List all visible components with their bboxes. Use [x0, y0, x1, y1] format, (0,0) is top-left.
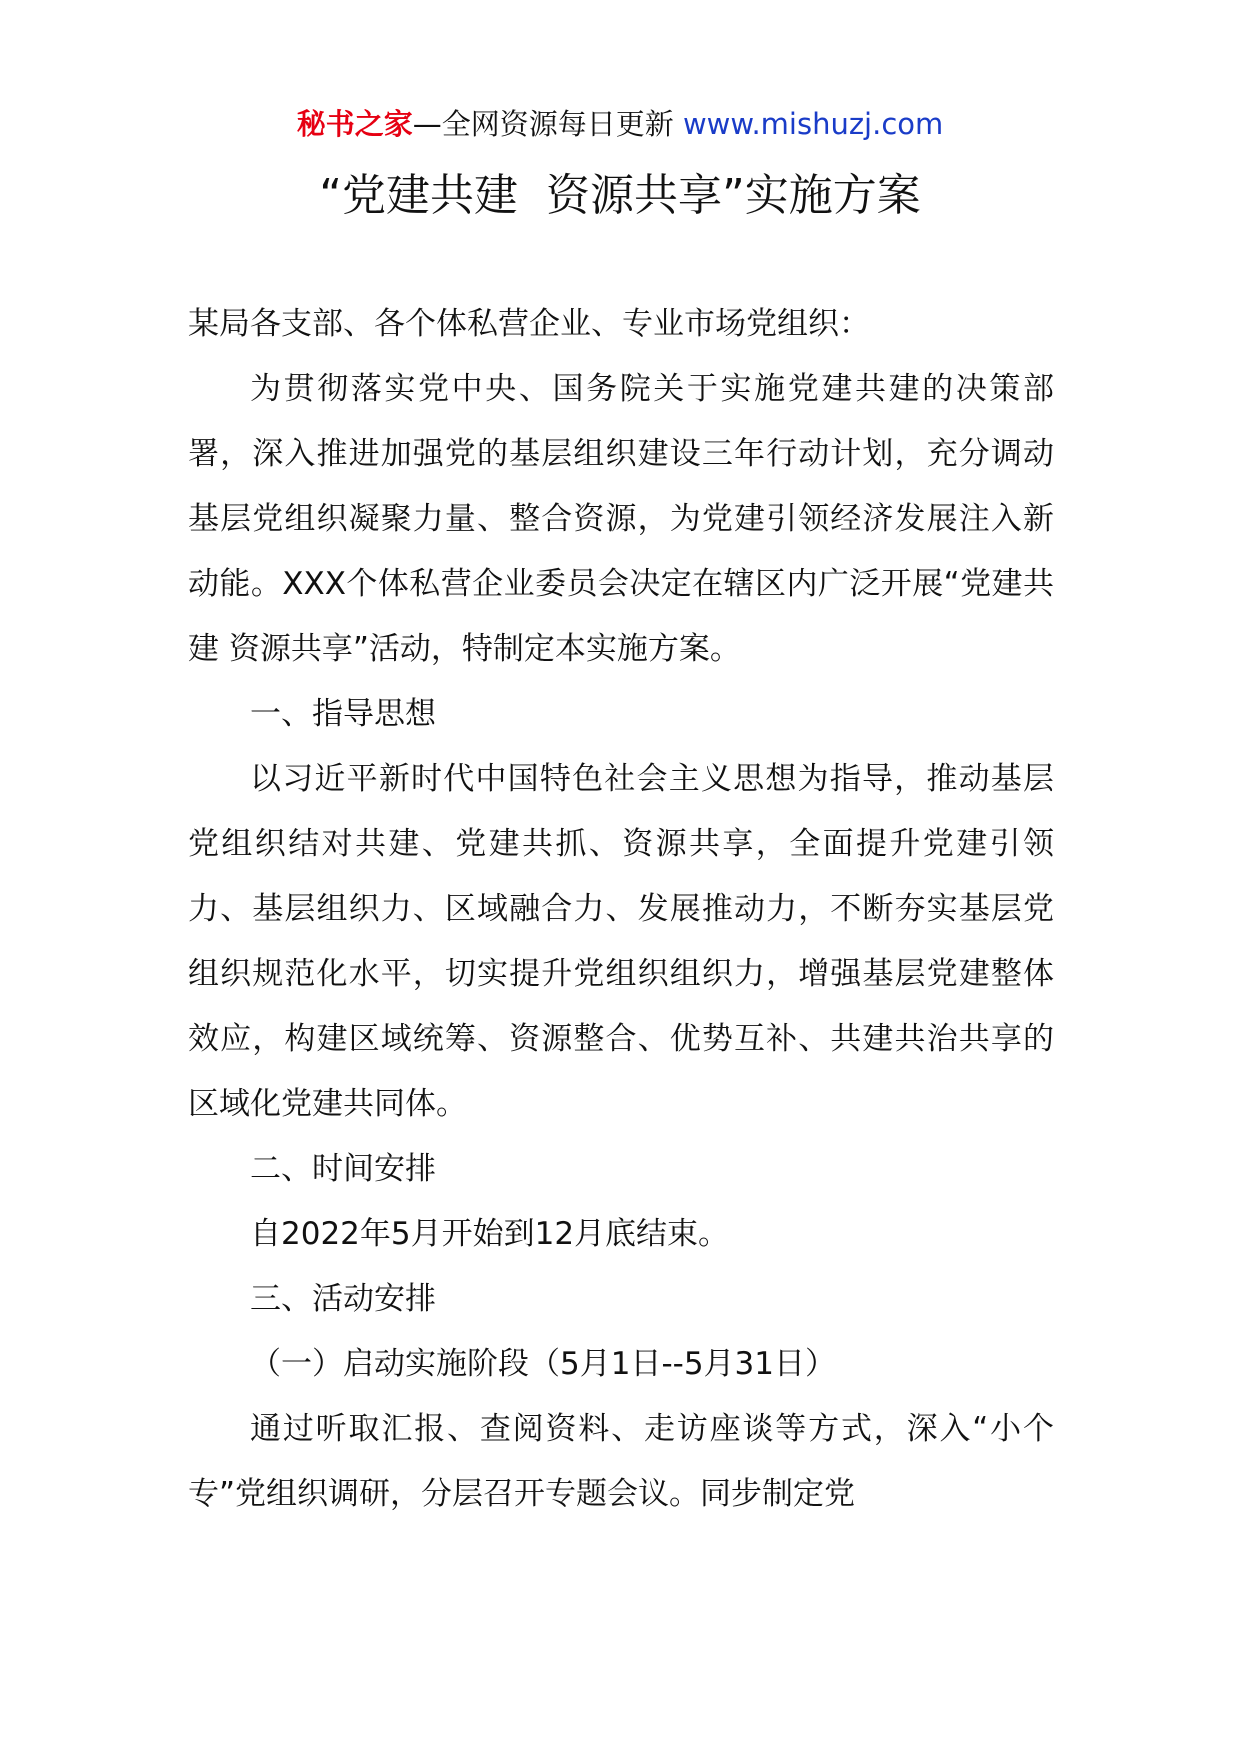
schedule-paragraph: 自2022年5月开始到12月底结束。: [250, 1216, 730, 1252]
guiding-thought-paragraph: 以习近平新时代中国特色社会主义思想为指导，推动基层党组织结对共建、党建共抓、资源共享，全面提升党建引领力、基层组织力、区域融合力、发展推动力，不断夯实基层党组织规范化水平，切实提升党组织组织力，增强基层党建整体效应，构建区域统筹、资源整合、优势互补、共建共治共享的区域化党建共同体。: [188, 761, 1054, 1122]
brand-slogan: —全网资源每日更新: [412, 107, 674, 141]
document-title: “党建共建 资源共享”实施方案: [319, 170, 921, 221]
salutation: 某局各支部、各个体私营企业、专业市场党组织：: [188, 306, 870, 342]
section-heading-guiding-thought: 一、指导思想: [250, 696, 436, 732]
site-banner: [0, 104, 1240, 144]
section-heading-activities: 三、活动安排: [250, 1281, 436, 1317]
brand-name: 秘书之家: [296, 107, 413, 141]
phase-one-heading: （一）启动实施阶段（5月1日--5月31日）: [250, 1346, 836, 1382]
section-heading-schedule: 二、时间安排: [250, 1151, 436, 1187]
phase-one-paragraph: 通过听取汇报、查阅资料、走访座谈等方式，深入“小个专”党组织调研，分层召开专题会议。同步制定党: [188, 1411, 1054, 1512]
intro-paragraph: 为贯彻落实党中央、国务院关于实施党建共建的决策部署，深入推进加强党的基层组织建设三年行动计划，充分调动基层党组织凝聚力量、整合资源，为党建引领经济发展注入新动能。XXX个体私营企业委员会决定在辖区内广泛开展“党建共建 资源共享”活动，特制定本实施方案。: [188, 371, 1054, 667]
site-url-link[interactable]: www.mishuzj.com: [682, 107, 944, 141]
document-body: [188, 292, 1054, 1527]
